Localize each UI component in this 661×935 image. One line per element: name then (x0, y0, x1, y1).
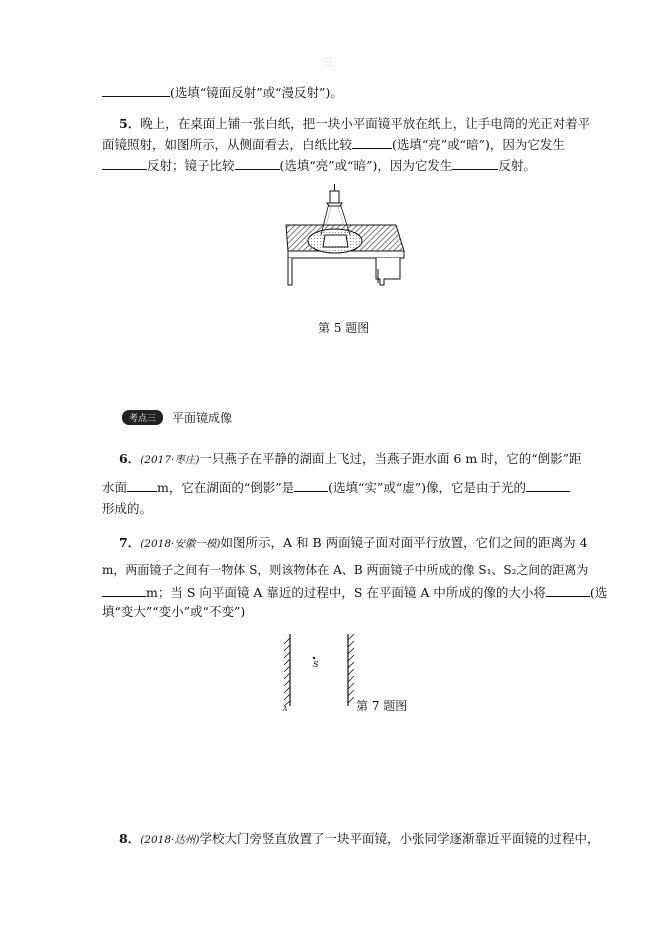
answer-blank[interactable] (102, 584, 146, 597)
answer-blank[interactable] (546, 584, 590, 597)
question-8-line-1 (119, 831, 599, 848)
answer-blank[interactable] (102, 84, 170, 97)
header-mark: 三 (323, 58, 333, 69)
question-source: (2018·安徽一模) (140, 538, 221, 550)
answer-blank[interactable] (235, 157, 280, 170)
question-text: 学校大门旁竖直放置了一块平面镜，小张同学逐渐靠近平面镜的过程中， (199, 831, 600, 846)
answer-blank[interactable] (294, 479, 328, 492)
flashlight-mirror-figure (280, 183, 410, 298)
parallel-mirrors-figure (274, 632, 364, 712)
object-s-label: S (313, 660, 319, 669)
question-7-line-2 (102, 562, 588, 578)
question-text: 反射。 (498, 158, 536, 173)
question-source: (2018·达州) (140, 834, 200, 846)
question-4-tail (102, 84, 343, 101)
question-7-line-3 (102, 584, 607, 601)
answer-blank[interactable] (526, 479, 570, 492)
question-7-line-1 (119, 535, 588, 552)
figure-7-caption: 第 7 题图 (356, 699, 408, 713)
question-text: 一只燕子在平静的湖面上飞过，当燕子距水面 6 m 时，它的“倒影”距 (199, 451, 582, 466)
question-5-line-3 (102, 157, 536, 174)
question-text: 填“变大”“变小”或“不变”) (102, 604, 246, 619)
question-text: 如图所示，A 和 B 两面镜子面对面平行放置，它们之间的距离为 4 (220, 535, 588, 550)
question-text: m；当 S 向平面镜 A 靠近的过程中，S 在平面镜 A 中所成的像的大小将 (146, 585, 546, 600)
answer-blank[interactable] (102, 157, 147, 170)
flashlight (330, 191, 339, 203)
question-6-line-3 (102, 501, 152, 517)
q4-tail-text: (选填“镜面反射”或“漫反射”)。 (170, 85, 343, 100)
question-text: (选填“亮”或“暗”)，因为它发生 (279, 158, 453, 173)
question-5-line-2 (102, 136, 565, 153)
question-text: (选填“实”或“虚”)像，它是由于光的 (328, 480, 526, 495)
question-number: 7． (119, 535, 141, 550)
section-title: 平面镜成像 (172, 410, 233, 425)
answer-blank[interactable] (352, 136, 392, 149)
question-text: m，两面镜子之间有一物体 S，则该物体在 A、B 两面镜子中所成的像 S₁、S₂之间的距离为 (102, 563, 589, 577)
question-text: 反射；镜子比较 (147, 158, 235, 173)
mirror (323, 235, 348, 247)
question-text: 晚上，在桌面上铺一张白纸，把一块小平面镜平放在纸上，让手电筒的光正对着平 (140, 116, 591, 131)
question-text: (选 (589, 585, 608, 600)
mirror-a-label: A (283, 706, 288, 712)
question-5-line-1 (119, 116, 590, 132)
section-badge: 考点三 (122, 410, 163, 425)
question-6-line-2 (102, 479, 570, 496)
question-number: 5． (119, 116, 141, 131)
question-number: 6． (119, 451, 141, 466)
question-text: 形成的。 (102, 501, 153, 516)
question-number: 8． (119, 831, 141, 846)
question-text: 面镜照射，如图所示，从侧面看去，白纸比较 (102, 137, 353, 152)
section-header (122, 409, 232, 425)
question-text: (选填“亮”或“暗”)，因为它发生 (392, 137, 565, 152)
question-source: (2017·枣庄) (140, 454, 200, 466)
question-7-line-4 (102, 604, 245, 620)
question-text: 水面 (102, 480, 128, 495)
answer-blank[interactable] (452, 157, 498, 170)
answer-blank[interactable] (127, 479, 157, 492)
figure-5-caption: 第 5 题图 (318, 321, 370, 335)
question-6-line-1 (119, 451, 581, 468)
object-s-point (313, 657, 315, 659)
question-text: m，它在湖面的“倒影”是 (157, 480, 295, 495)
